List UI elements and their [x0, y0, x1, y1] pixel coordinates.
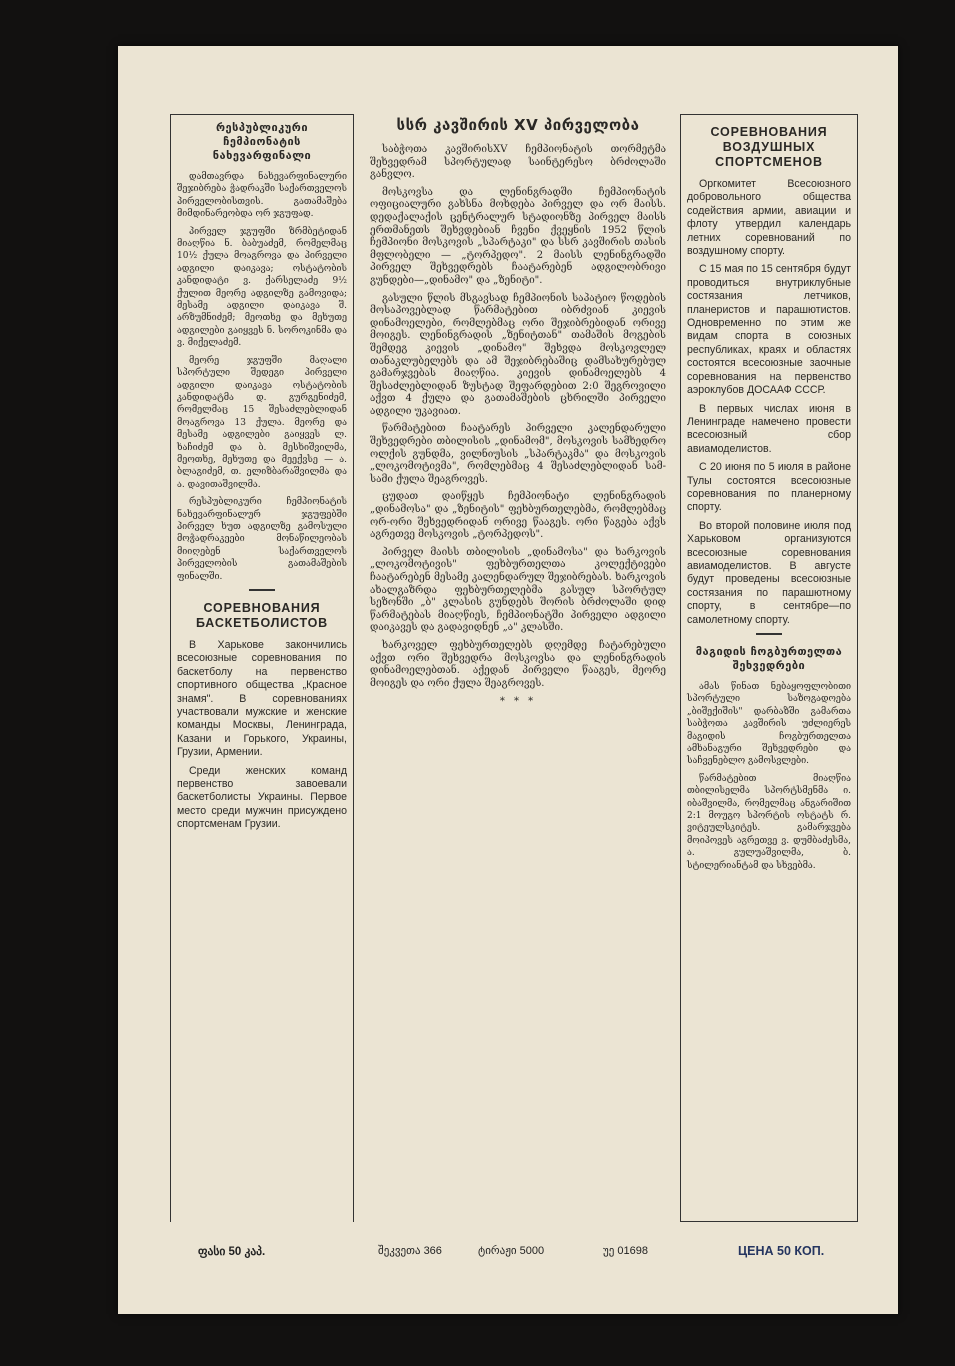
page-frame	[166, 114, 856, 1234]
section-divider	[249, 589, 275, 591]
table-tennis-paragraph: წარმატებით მიაღწია თბილისელმა სპორტსმენმა ი. იბაშვილმა, რომელმაც ანგარიშით 2:1 მოუგო სპორტის ოსტატს რ. ვიტეულსკიტეს. გამარჯვება მოიპოვეს აგრეთვე ვ. დუმბაძესმა, ა. გულუაშვილმა, ბ. სტილერიანტამ და სხვებმა.	[687, 773, 851, 871]
main-article-paragraph: მოსკოვსა და ლენინგრადში ჩემპიონატის ოფიციალური გახსნა მოხდება პირველ და ორ მაისს. დედაქალაქის ცენტრალურ სტადიონზე პირველ მაისს ერთმანეთს შეხვდებიან ჩვენი ქვეყნის 1952 წლის ჩემპიონი მოსკოვის „სპარტაკი" და სსრ კავშირის თასის მფლობელი — „ტორპედო". 2 მაისს ლენინგრადში პირველ შეხვედრებს ჩაატარებენ ადგილობრივი გუნდები—„დინამო" და „ზენიტი".	[370, 186, 666, 286]
air-sports-paragraph: В первых числах июня в Ленинграде намечено провести всесоюзный сбор авиамоделистов.	[687, 402, 851, 455]
table-tennis-paragraph: ამას წინათ ნებაყოფლობითი სპორტული საზოგადოება „ბიშექიშის" დარბაზში გამართა საბჭოთა კავშირის უძლიერეს მაგიდის ჩოგბურთელთა ამხანაგური შეხვედრები და საჩვენებლო გამოსვლები.	[687, 682, 851, 767]
price-georgian: ფასი 50 კაპ.	[198, 1246, 266, 1258]
main-article-title: სსრ კავშირის XV პირველობა	[396, 116, 640, 134]
air-sports-header: СОРЕВНОВАНИЯ ВОЗДУШНЫХ СПОРТСМЕНОВ	[710, 125, 828, 169]
main-article-paragraph: პირველ მაისს თბილისის „დინამოსა" და ხარკოვის „ლოკომოტივის" ფეხბურთელთა კოლექტივები ჩაატარებენ მესამე კალენდარულ შეჯიბრებას. ხარკოვის ახალგაზრდა ფეხბურთელებმა გასულ სპორტულ სეზონში „ბ" კლასის გუნდებს შორის ბრძოლაში დიდ წარმატებას მიაღწიეს, ჩემპიონატში პირველი ადგილი დაიკავეს და გადავიდნენ „ა" კლასში.	[370, 546, 666, 634]
chess-article-header: რესპუბლიკური ჩემპიონატის ნახევარფინალი	[212, 121, 312, 162]
air-sports-paragraph: С 15 мая по 15 сентября будут проводиться внутриклубные состязания летчиков, планеристов и парашютистов. Одновременно по этим же видам спорта в союзных республиках, краях и областях состоятся всесоюзные заочные соревнования на первенство аэроклубов ДОСААФ СССР.	[687, 263, 851, 397]
chess-paragraph: პირველ ჯგუფში ზრმბეტიდან მიაღწია ნ. ბაბუაძემ, რომელმაც 10½ ქულა მოაგროვა და პირველი ადგილი დაიკავა; ოსტატობის კანდიდატი ვ. ქარსელაძე 9½ ქულით მეორე ადგილზე გამოვიდა; მესამე ადგილი დაიკავა შ. არზუმნიძემ; მეოთხე და მეხუთე ადგილები გაიყვეს ნ. სოროკინმა და ვ. მიქელაძემ.	[177, 226, 347, 349]
page-footer	[198, 1234, 858, 1278]
basketball-article-header: СОРЕВНОВАНИЯ БАСКЕТБОЛИСТОВ	[196, 601, 328, 630]
right-column	[680, 114, 858, 1222]
left-column	[170, 114, 354, 1222]
basketball-paragraph: В Харькове закончились всесоюзные соревнования по баскетболу на первенство спортивного общества „Красное знамя". В соревнованиях участвовали мужские и женские команды Москвы, Ленинграда, Казани и Горького, Украины, Грузии, Армении.	[177, 639, 347, 759]
middle-column	[364, 114, 672, 1214]
chess-paragraph: მეორე ჯგუფში მაღალი სპორტული შედეგი პირველი ადგილი დაიკავა ოსტატობის კანდიდატმა დ. გურგენიძემ, რომელმაც 15 შესაძლებლიდან მოაგროვა 13 ქულა. მეორე და მესამე ადგილები გაიყვეს ლ. ხაჩიძემ და ბ. მესხიშვილმა, მეოთხე, მეხუთე და მეექვსე — ა. ბლაგიძემ, თ. ელიზბარაშვილმა და ა. დავითაშვილმა.	[177, 355, 347, 490]
price-russian: ЦЕНА 50 КОП.	[738, 1244, 825, 1258]
main-article-paragraph: გასული წლის მსგავსად ჩემპიონის საპატიო წოდების მოსაპოვებლად წარმატებით იბრძვიან კიევის დინამოელები, რომლებმაც ორი შეჯიბრებიდან ორივე მოიგეს. ლენინგრადის „ზენიტთან" თამაშის მოგების შემდეგ კიევის „დინამო" შეხვდა მოსკოვლელ თანაკლუბელებს და ამ შეჯიბრებაშიც დამსახურებულ გამარჯვებას მიაღწია. კიევის დინამოელებს 4 შესაძლებლიდან ზუსტად შეფარდებით 2:0 შეგროვილი აქვთ 4 ქულა და გათამაშების ცხრილში პირველი ადგილი უკავიათ.	[370, 292, 666, 417]
chess-paragraph: რესპუბლიკური ჩემპიონატის ნახევარფინალურ ჯგუფებში პირველ ხუთ ადგილზე გამოსული მოჭადრაკეები მონაწილეობას მიიღებენ საქართველოს პირველობის გათამაშების ფინალში.	[177, 497, 347, 582]
main-article-paragraph: საბჭოთა კავშირისXV ჩემპიონატის თორმეტმა შეხვედრამ სპორტულად საინტერესო ბრძოლაში განვლო.	[370, 144, 666, 181]
basketball-paragraph: Среди женских команд первенство завоевали баскетболисты Украины. Первое место среди мужчин присуждено спортсменам Грузии.	[177, 764, 347, 831]
main-article-paragraph: ცუდათ დაიწყეს ჩემპიონატი ლენინგრადის „დინამოსა" და „ზენიტის" ფეხბურთელებმა, რომლებმაც ორ-ორი შეხვედრიდან ორივე წააგეს. ორი წაგება აქვს აგრეთვე მოსკოვის „ტორპედოს".	[370, 491, 666, 541]
air-sports-paragraph: Во второй половине июля под Харьковом организуются всесоюзные соревнования авиамоделистов. В августе будут проведены всесоюзные состязания по парашютному спорту, в сентябре—по самолетному спорту.	[687, 519, 851, 626]
air-sports-paragraph: Оргкомитет Всесоюзного добровольного общества содействия армии, авиации и флоту утвердил календарь летних соревнований по воздушному спорту.	[687, 178, 851, 258]
main-article-paragraph: ხარკოველ ფეხბურთელებს დღემდე ჩატარებული აქვთ ორი შეხვედრა მოსკოვსა და ლენინგრადის დინამოელებთან. აქედან პირველი წააგეს, მეორე მოიგეს და ორი ქულა შეაგროვეს.	[370, 639, 666, 689]
air-sports-paragraph: С 20 июня по 5 июля в районе Тулы состоятся всесоюзные соревнования по планерному спорту.	[687, 461, 851, 514]
newspaper-page	[118, 46, 898, 1314]
main-article-paragraph: წარმატებით ჩაატარეს პირველი კალენდარული შეხვედრები თბილისის „დინამომ", მოსკოვის სამხედრო ოლქის გუნდმა, ვილნიუსის „სპარტაკმა" და მოსკოვის „ლოკომოტივმა", რომლებმაც 4 შესაძლებლიდან სამ-სამი ქულა შეაგროვეს.	[370, 423, 666, 485]
censor-code: უე 01698	[603, 1245, 648, 1257]
section-divider	[756, 633, 782, 635]
order-number: შეკვეთა 366	[378, 1245, 442, 1257]
print-run: ტირაჟი 5000	[478, 1245, 545, 1257]
table-tennis-header: მაგიდის ჩოგბურთელთა შეხვედრები	[695, 645, 843, 672]
chess-paragraph: დამთავრდა ნახევარფინალური შეჯიბრება ჭადრაკში საქართველოს პირველობისთვის. გათამაშება მიმდინარეობდა ორ ჯგუფად.	[177, 172, 347, 220]
end-stars: * * *	[499, 696, 537, 708]
